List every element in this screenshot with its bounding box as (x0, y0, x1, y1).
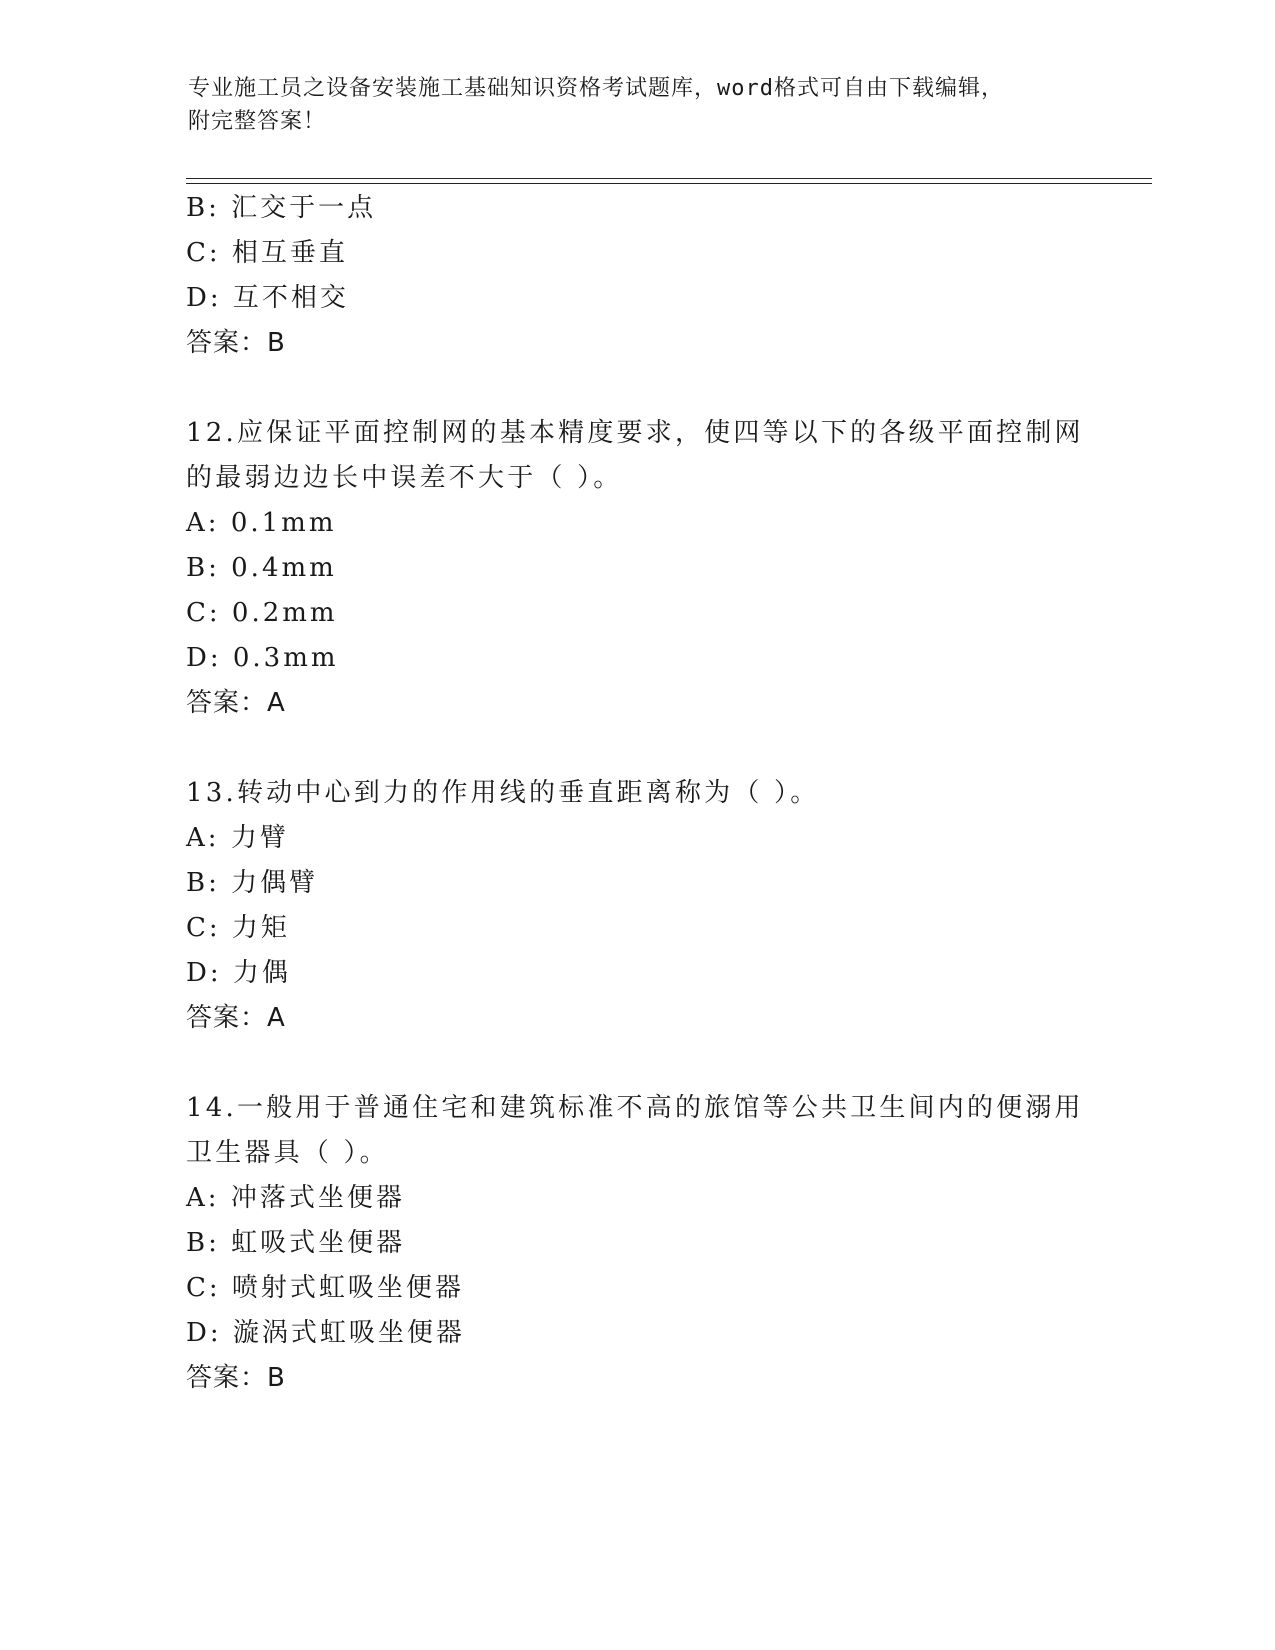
option-text: 0.3mm (232, 643, 339, 673)
option-14-B (186, 1227, 405, 1259)
option-text: 冲落式坐便器 (230, 1183, 405, 1213)
answer-14: 答案：B (186, 1363, 286, 1393)
header-rule-bottom (186, 183, 1152, 184)
option-text: 力偶 (232, 958, 291, 988)
option-key: C: (186, 598, 221, 628)
option-text: 0.2mm (231, 598, 338, 628)
option-key: A: (186, 508, 220, 538)
option-13-B (186, 867, 318, 899)
option-key: D: (186, 958, 222, 988)
header-line-2: 附完整答案！ (188, 109, 327, 134)
option-12-D (186, 642, 339, 674)
option-12-A (186, 507, 336, 539)
option-key: D: (186, 643, 222, 673)
answer-item-1: 答案：B (186, 328, 286, 358)
header-rule-top (186, 178, 1152, 179)
option-key: C: (186, 1273, 221, 1303)
answer-12: 答案：A (186, 688, 286, 718)
question-12-line-1: 12.应保证平面控制网的基本精度要求，使四等以下的各级平面控制网 (186, 418, 1084, 448)
option-item-1-C (186, 237, 348, 269)
option-item-1-B (186, 192, 376, 224)
question-14-line-2: 卫生器具（ ）。 (186, 1138, 389, 1168)
option-item-1-D (186, 282, 349, 314)
option-key: C: (186, 238, 221, 268)
option-text: 力矩 (231, 913, 290, 943)
option-key: B: (186, 868, 220, 898)
option-12-B (186, 552, 337, 584)
option-12-C (186, 597, 338, 629)
option-14-C (186, 1272, 464, 1304)
option-text: 0.1mm (230, 508, 337, 538)
option-13-D (186, 957, 291, 989)
option-text: 汇交于一点 (231, 193, 377, 223)
option-14-D (186, 1317, 465, 1349)
question-12-line-2: 的最弱边边长中误差不大于（ ）。 (186, 463, 623, 493)
question-14-line-1: 14.一般用于普通住宅和建筑标准不高的旅馆等公共卫生间内的便溺用 (186, 1093, 1084, 1123)
option-key: B: (186, 1228, 220, 1258)
option-text: 力臂 (230, 823, 289, 853)
option-text: 力偶臂 (231, 868, 319, 898)
question-13-line-1: 13.转动中心到力的作用线的垂直距离称为（ ）。 (186, 778, 820, 808)
header-line-1: 专业施工员之设备安装施工基础知识资格考试题库，word格式可自由下载编辑， (188, 76, 1004, 101)
option-key: A: (186, 823, 220, 853)
option-text: 漩涡式虹吸坐便器 (232, 1318, 465, 1348)
option-text: 相互垂直 (231, 238, 348, 268)
option-text: 互不相交 (232, 283, 349, 313)
option-14-A (186, 1182, 405, 1214)
option-key: C: (186, 913, 221, 943)
option-text: 虹吸式坐便器 (231, 1228, 406, 1258)
option-key: D: (186, 1318, 222, 1348)
option-text: 0.4mm (231, 553, 337, 583)
option-key: B: (186, 553, 220, 583)
option-13-A (186, 822, 289, 854)
option-key: D: (186, 283, 222, 313)
answer-13: 答案：A (186, 1003, 286, 1033)
document-header (188, 72, 1088, 138)
option-key: A: (186, 1183, 220, 1213)
option-13-C (186, 912, 290, 944)
option-text: 喷射式虹吸坐便器 (231, 1273, 464, 1303)
option-key: B: (186, 193, 220, 223)
